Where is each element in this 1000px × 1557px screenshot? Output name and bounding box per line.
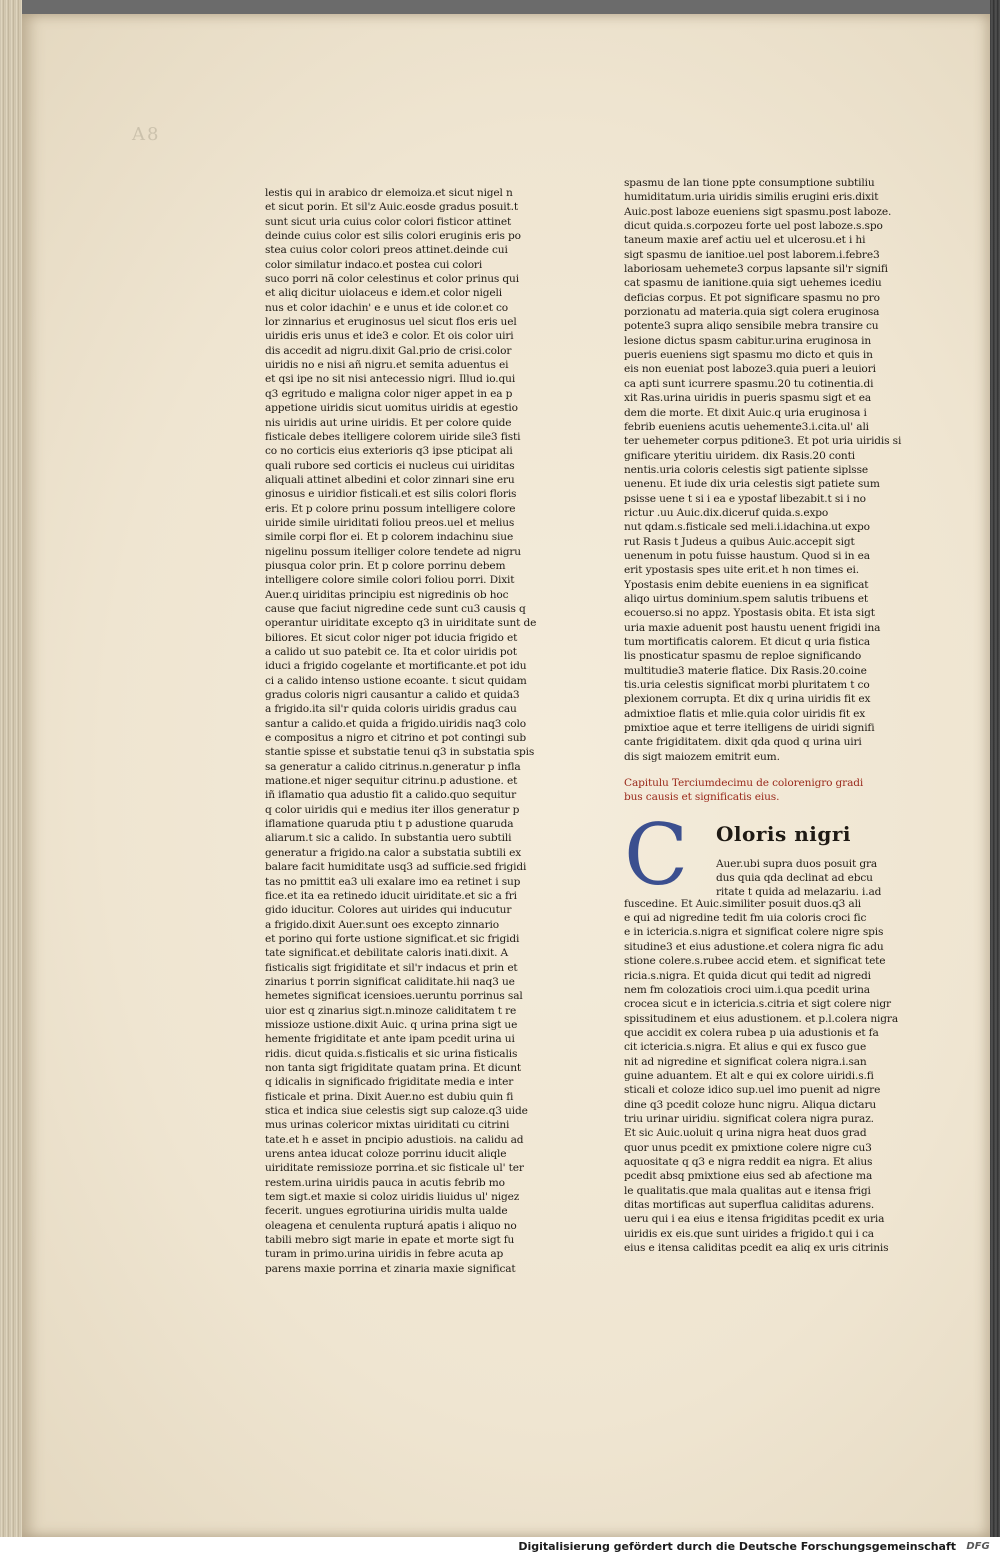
text-line: ritate t quida ad melazariu. i.ad [716,886,882,899]
text-line: urens antea iducat coloze porrinu iducit aliqle [265,1148,507,1161]
text-line: operantur uiriditate excepto q3 in uiriditate sunt de [265,617,537,630]
text-line: nut qdam.s.fisticale sed meli.i.idachina.ut expo [624,521,870,534]
text-line: pcedit absq pmixtione eius sed ab afectione ma [624,1170,873,1183]
text-line: e in ictericia.s.nigra et significat colere nigre spis [624,926,884,939]
text-line: nis uiridis aut urine uiridis. Et per colore quide [265,416,512,429]
text-line: dus quia qda declinat ad ebcu [716,872,873,885]
text-line: santur a calido.et quida a frigido.uiridis naq3 colo [265,717,526,730]
text-line: iflamatione quaruda ptiu t p adustione quaruda [265,818,514,831]
text-line: tum mortificatis calorem. Et dicut q uria fistica [624,636,871,648]
text-line: a frigido.ita sil'r quida coloris uiridis gradus cau [265,703,517,716]
text-line: a frigido.dixit Auer.sunt oes excepto zinnario [265,918,499,931]
text-line: uiridis no e nisi añ nigru.et semita aduentus ei [265,359,509,372]
text-line: aliarum.t sic a calido. In substantia uero subtili [265,832,512,845]
text-line: humiditatum.uria uiridis similis erugini eris.dixit [624,191,879,204]
text-line: hemente frigiditate et ante ipam pcedit urina ui [265,1033,515,1046]
text-line: aliqo uirtus dominium.spem salutis tribuens et [624,592,868,605]
text-line: uiride simile uiriditati foliou preos.uel et melius [265,516,515,529]
folio-mark: A8 [132,124,161,145]
text-line: dine q3 pcedit coloze hunc nigru. Aliqua dictaru [624,1098,877,1111]
text-line: erit ypostasis spes uite erit.et h non times ei. [624,564,859,577]
text-line: fecerit. ungues egrotiurina uiridis multa ualde [265,1205,508,1218]
text-line: quali rubore sed corticis ei nucleus cui uiriditas [265,459,515,472]
text-line: iñ iflamatio qua adustio fit a calido.quo sequitur [265,789,517,802]
text-line: situdine3 et eius adustione.et colera nigra fic adu [624,940,884,953]
text-line: aquositate q q3 e nigra reddit ea nigra. Et alius [624,1155,873,1168]
text-line: stantie spisse et substatie tenui q3 in substatia spis [265,746,535,759]
text-line: color similatur indaco.et postea cui colori [265,258,483,271]
dfg-logo: DFG [966,1541,990,1552]
text-line: fuscedine. Et Auic.similiter posuit duos.q3 ali [624,897,862,910]
text-line: uria maxie aduenit post haustu uenent frigidi ina [624,621,881,634]
text-line: sa generatur a calido citrinus.n.generatur p infla [265,760,521,773]
right-column-text [624,176,906,764]
text-line: fice.et ita ea retinedo iducit uiriditate.et sic a fri [265,889,517,902]
text-line: lis pnosticatur spasmu de reploe significando [624,650,862,663]
text-line: nit ad nigredine et significat colera nigra.i.san [624,1055,867,1068]
text-line: q3 egritudo e maligna color niger appet in ea p [265,387,513,400]
text-line: fisticalis sigt frigiditate et sil'r indacus et prin et [265,961,518,974]
text-line: fisticale debes itelligere colorem uiride sile3 fisti [265,430,521,443]
text-line: simile corpi flor ei. Et p colorem indachinu siue [265,531,514,544]
text-line: eris. Et p colore prinu possum intelligere colore [265,502,516,515]
text-line: plexionem corrupta. Et dix q urina uiridis fit ex [624,693,871,706]
text-line: et porino qui forte ustione significat.et sic frigidi [265,932,520,945]
text-line: rictur .uu Auic.dix.diceruf quida.s.expo [624,506,829,519]
text-line: psisse uene t si i ea e ypostaf libezabit.t si i no [624,492,866,505]
text-line: tis.uria celestis significat morbi pluritatem t co [624,679,870,692]
text-line: ueru qui i ea eius e itensa frigiditas pcedit ex uria [624,1213,885,1226]
text-line: ci a calido intenso ustione ecoante. t sicut quidam [265,674,527,687]
text-line: ditas mortificas aut superflua caliditas adurens. [624,1199,875,1211]
text-line: tate significat.et debilitate caloris inati.dixit. A [265,947,509,960]
text-line: uenenu. Et iude dix uria celestis sigt patiete sum [624,478,880,491]
text-line: admixtioe flatis et mlie.quia color uiridis fit ex [624,707,866,720]
initial-word: Oloris nigri [716,821,851,846]
text-line: sticali et coloze idico sup.uel imo puenit ad nigre [624,1084,881,1097]
text-line: eius e itensa caliditas pcedit ea aliq ex uris citrinis [624,1242,889,1255]
text-line: pueris eueniens sigt spasmu mo dicto et quis in [624,349,873,362]
text-line: hemetes significat icensioes.ueruntu porrinus sal [265,990,523,1003]
text-line: lesione dictus spasm cabitur.urina eruginosa in [624,334,872,347]
text-line: cit ictericia.s.nigra. Et alius e qui ex fusco gue [624,1041,867,1054]
text-line: e compositus a nigro et citrino et pot contingi sub [265,732,527,745]
text-line: biliores. Et sicut color niger pot iducia frigido et [265,631,518,644]
text-line: uiriditate remissioze porrina.et sic fisticale ul' ter [265,1162,524,1175]
text-line: e qui ad nigredine tedit fm uia coloris croci fic [624,912,867,925]
text-line: dis sigt maiozem emitrit eum. [624,750,780,763]
text-line: dem die morte. Et dixit Auic.q uria eruginosa i [624,406,867,419]
text-line: iduci a frigido cogelante et mortificante.et pot idu [265,660,527,673]
text-line: nentis.uria coloris celestis sigt patiente siplsse [624,463,868,476]
text-line: tabili mebro sigt marie in epate et morte sigt fu [265,1234,515,1247]
text-line: gnificare yteritiu uiridem. dix Rasis.20 conti [624,449,855,462]
text-line: potente3 supra aliqo sensibile mebra transire cu [624,320,879,333]
chapter-heading [624,776,906,805]
text-line: ca apti sunt icurrere spasmu.20 tu cotinentia.di [624,377,874,390]
text-line: cante frigiditatem. dixit qda quod q urina uiri [624,736,862,749]
text-line: tem sigt.et maxie si coloz uiridis liuidus ul' nigez [265,1191,520,1204]
text-line: gradus coloris nigri causantur a calido et quida3 [265,689,520,702]
text-line: triu urinar uiridiu. significat colera nigra puraz. [624,1112,874,1125]
text-line: laboriosam uehemete3 corpus lapsante sil'r signifi [624,263,888,276]
text-line: cat spasmu de ianitione.quia sigt uehemes icediu [624,277,882,290]
text-line: et sicut porin. Et sil'z Auic.eosde gradus posuit.t [265,201,518,214]
text-line: multitudie3 materie flatice. Dix Rasis.20.coine [624,664,867,677]
text-line: Auer.ubi supra duos posuit gra [716,857,878,870]
text-line: nigelinu possum itelliger colore tendete ad nigru [265,545,521,558]
text-line: turam in primo.urina uiridis in febre acuta ap [265,1248,504,1261]
text-line: ginosus e uiridior fisticali.et est silis colori floris [265,488,517,501]
text-line: parens maxie porrina et zinaria maxie significat [265,1262,516,1275]
text-line: et aliq dicitur uiolaceus e idem.et color nigeli [265,287,502,300]
text-line: aliquali attinet albedini et color zinnari sine eru [265,473,515,486]
text-line: uior est q zinarius sigt.n.minoze caliditatem t re [265,1004,517,1017]
text-line: uenenum in potu fuisse haustum. Quod si in ea [624,549,870,562]
page-stack-left-edge [0,0,22,1537]
footer-bar [0,1537,1000,1557]
text-line: ter uehemeter corpus pditione3. Et pot uria uiridis si [624,435,902,448]
text-line: appetione uiridis sicut uomitus uiridis at egestio [265,402,518,415]
text-line: piusqua color prin. Et p colore porrinu debem [265,559,506,572]
text-line: mus urinas colericor mixtas uiriditati cu citrini [265,1119,510,1132]
text-line: q idicalis in significado frigiditate media e inter [265,1076,514,1089]
right-text-column [624,176,906,1255]
text-line: uiridis ex eis.que sunt uirides a frigido.t qui i ca [624,1227,874,1240]
text-line: stea cuius color colori preos attinet.deinde cui [265,244,508,257]
text-line: cause que faciut nigredine cede sunt cu3 causis q [265,602,526,615]
text-line: tas no pmittit ea3 uli exalare imo ea retinet i sup [265,875,521,888]
text-line: zinarius t porrin significat caliditate.hii naq3 ue [265,975,515,988]
text-line: a calido ut suo patebit ce. Ita et color uiridis pot [265,646,517,658]
text-line: dicut quida.s.corpozeu forte uel post laboze.s.spo [624,220,883,233]
text-line: deficias corpus. Et pot significare spasmu no pro [624,291,880,304]
text-line: nem fm colozatiois croci uim.i.qua pcedit urina [624,983,870,996]
text-line: restem.urina uiridis pauca in acutis febrib mo [265,1176,505,1189]
text-line: spasmu de lan tione ppte consumptione subtiliu [624,177,875,189]
text-line: oleagena et cenulenta rupturá apatis i aliquo no [265,1219,517,1232]
text-line: dis accedit ad nigru.dixit Gal.prio de crisi.color [265,344,512,357]
text-line: fisticale et prina. Dixit Auer.no est dubiu quin fi [265,1090,514,1103]
text-line: eis non eueniat post laboze3.quia pueri a leuiori [624,363,876,376]
text-line: sigt spasmu de ianitioe.uel post laborem.i.febre3 [624,248,880,261]
text-line: generatur a frigido.na calor a substatia subtili ex [265,846,522,859]
text-line: co no corticis eius exterioris q3 ipse pticipat ali [265,445,513,458]
text-line: que accidit ex colera rubea p uia adustionis et fa [624,1026,879,1039]
text-line: spissitudinem et eius adustionem. et p.l.colera nigra [624,1012,898,1025]
text-line: ridis. dicut quida.s.fisticalis et sic urina fisticalis [265,1047,518,1060]
text-line: lor zinnarius et eruginosus uel sicut flos eris uel [265,316,517,329]
text-line: gido iducitur. Colores aut uirides qui inducutur [265,904,512,917]
text-line: ricia.s.nigra. Et quida dicut qui tedit ad nigredi [624,969,871,982]
text-line: deinde cuius color est silis colori eruginis eris po [265,230,521,243]
text-line: quor unus pcedit ex pmixtione colere nigre cu3 [624,1141,872,1154]
text-line: intelligere colore simile colori foliou porri. Dixit [265,574,515,587]
text-line: taneum maxie aref actiu uel et ulcerosu.et i hi [624,234,866,247]
right-column-continuation [624,897,906,1256]
illuminated-initial: C [624,805,689,904]
text-line: matione.et niger sequitur citrinu.p adustione. et [265,775,518,788]
text-line: xit Ras.urina uiridis in pueris spasmu sigt et ea [624,392,872,405]
text-line: balare facit humiditate usq3 ad sufficie.sed frigidi [265,861,527,874]
text-line: non tanta sigt frigiditate quatam prina. Et dicunt [265,1061,522,1074]
left-text-column [265,186,547,1276]
text-line: sunt sicut uria cuius color colori fisticor attinet [265,215,512,228]
text-line: crocea sicut e in ictericia.s.citria et sigt colere nigr [624,998,891,1011]
text-line: Auer.q uiriditas principiu est nigredinis ob hoc [265,588,509,601]
page-stack-right-edge [990,0,1000,1537]
text-line: suco porri nã color celestinus et color prinus qui [265,273,519,286]
text-line: nus et color idachin' e e unus et ide color.et co [265,301,509,314]
text-line: le qualitatis.que mala qualitas aut e itensa frigi [624,1184,871,1197]
text-line: tate.et h e asset in pncipio adustiois. na calidu ad [265,1133,524,1146]
text-line: ecouerso.si no appz. Ypostasis obita. Et ista sigt [624,607,875,620]
text-line: bus causis et significatis eius. [624,791,780,804]
text-line: Auic.post laboze eueniens sigt spasmu.post laboze. [624,205,892,218]
text-line: stica et indica siue celestis sigt sup caloze.q3 uide [265,1105,528,1117]
funding-credit: Digitalisierung gefördert durch die Deutsche Forschungsgemeinschaft [518,1540,956,1553]
text-line: rut Rasis t Judeus a quibus Auic.accepit sigt [624,535,855,548]
initial-adjacent-lines [716,857,881,900]
text-line: missioze ustione.dixit Auic. q urina prina sigt ue [265,1018,518,1031]
text-line: porzionatu ad materia.quia sigt colera eruginosa [624,306,880,319]
text-line: Ypostasis enim debite eueniens in ea significat [624,578,869,591]
text-line: et qsi ipe no sit nisi antecessio nigri. Illud io.qui [265,373,516,386]
text-line: pmixtioe aque et terre itelligens de uiridi signifi [624,722,875,735]
text-line: febrib eueniens acutis uehemente3.i.cita.ul' ali [624,420,869,433]
text-line: Et sic Auic.uoluit q urina nigra heat duos grad [624,1127,867,1140]
text-line: lestis qui in arabico dr elemoiza.et sicut nigel n [265,187,513,199]
text-line: uiridis eris unus et ide3 e color. Et ois color uiri [265,330,514,343]
text-line: q color uiridis qui e medius iter illos generatur p [265,803,520,816]
text-line: guine aduantem. Et alt e qui ex colore uiridi.s.fi [624,1069,874,1082]
text-line: stione colere.s.rubee accid etem. et significat tete [624,955,886,968]
text-line: Capitulu Terciumdecimu de colorenigro gradi [624,777,864,790]
